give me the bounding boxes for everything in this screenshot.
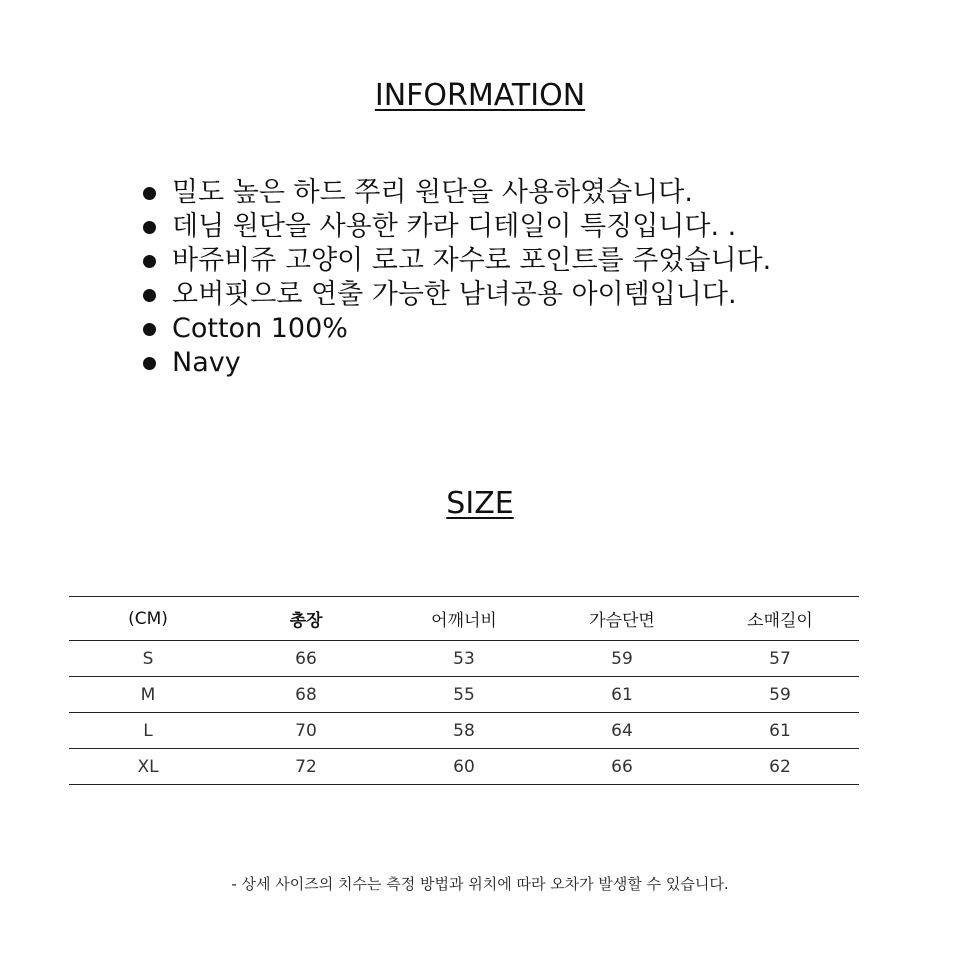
list-item	[140, 312, 771, 346]
table-cell: 61	[769, 720, 791, 741]
table-cell: 59	[611, 648, 633, 669]
table-cell: 72	[295, 756, 317, 777]
list-item	[140, 210, 771, 244]
table-cell: 55	[453, 684, 475, 705]
table-row	[69, 641, 859, 677]
table-row	[69, 713, 859, 749]
size-table	[69, 596, 859, 785]
list-item-text: 밀도 높은 하드 쭈리 원단을 사용하였습니다.	[172, 177, 693, 208]
table-cell: 70	[295, 720, 317, 741]
table-cell: 61	[611, 684, 633, 705]
information-title-text: INFORMATION	[374, 78, 586, 113]
table-header-row	[69, 597, 859, 641]
header-chest-width: 가슴단면	[589, 611, 655, 631]
table-cell: 66	[295, 648, 317, 669]
table-cell: 66	[611, 756, 633, 777]
table-cell: 57	[769, 648, 791, 669]
information-title	[0, 78, 960, 113]
list-item-text: Cotton 100%	[172, 313, 348, 344]
list-item	[140, 244, 771, 278]
table-row	[69, 749, 859, 785]
list-item	[140, 346, 771, 380]
list-item	[140, 176, 771, 210]
table-cell: 60	[453, 756, 475, 777]
bullet-icon	[143, 323, 156, 336]
bullet-icon	[143, 187, 156, 200]
header-sleeve-length: 소매길이	[747, 611, 813, 631]
size-title	[0, 486, 960, 521]
bullet-icon	[143, 357, 156, 370]
bullet-icon	[143, 289, 156, 302]
information-list	[140, 176, 771, 380]
bullet-icon	[143, 221, 156, 234]
table-cell: 64	[611, 720, 633, 741]
table-cell: 59	[769, 684, 791, 705]
table-cell: 62	[769, 756, 791, 777]
header-total-length: 총장	[289, 611, 323, 631]
list-item-text: Navy	[172, 347, 241, 378]
size-label: S	[142, 648, 154, 669]
table-row	[69, 677, 859, 713]
list-item-text: 오버핏으로 연출 가능한 남녀공용 아이템입니다.	[172, 279, 737, 310]
header-shoulder-width: 어깨너비	[431, 611, 497, 631]
list-item-text: 바쥬비쥬 고양이 로고 자수로 포인트를 주었습니다.	[172, 245, 772, 276]
size-title-text: SIZE	[446, 486, 514, 521]
bullet-icon	[143, 255, 156, 268]
list-item	[140, 278, 771, 312]
header-unit: (CM)	[128, 608, 168, 629]
table-cell: 58	[453, 720, 475, 741]
table-cell: 68	[295, 684, 317, 705]
size-label: XL	[137, 756, 159, 777]
size-footnote: - 상세 사이즈의 치수는 측정 방법과 위치에 따라 오차가 발생할 수 있습니다.	[231, 875, 729, 893]
list-item-text: 데님 원단을 사용한 카라 디테일이 특징입니다. .	[172, 211, 737, 242]
table-cell: 53	[453, 648, 475, 669]
size-label: M	[140, 684, 156, 705]
size-label: L	[143, 720, 153, 741]
